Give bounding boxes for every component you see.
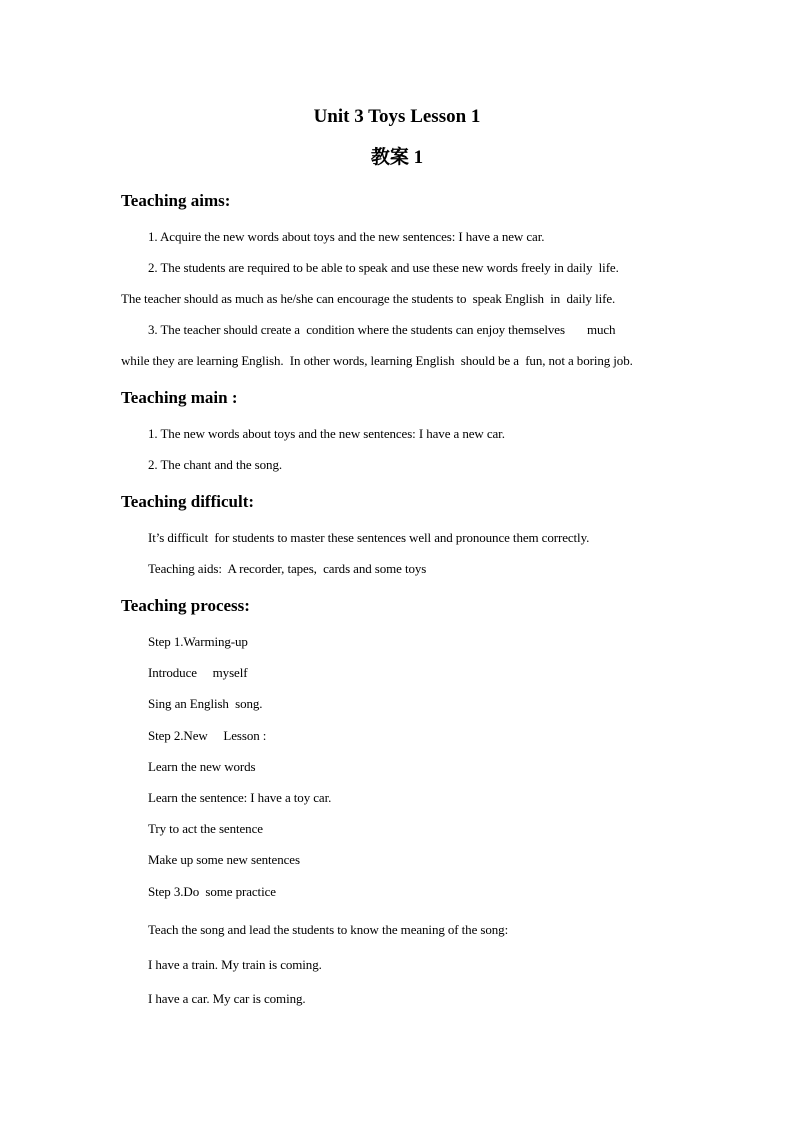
aims-item-1: 1. Acquire the new words about toys and the new sentences: I have a new car. bbox=[148, 229, 545, 244]
process-line: Step 2.New Lesson : bbox=[148, 728, 267, 743]
aims-item-2-line-2: The teacher should as much as he/she can encourage the students to speak English in daily life. bbox=[121, 291, 616, 306]
section-heading-teaching-aims: Teaching aims: bbox=[121, 191, 231, 210]
process-line: Step 1.Warming-up bbox=[148, 634, 248, 649]
process-line: Learn the sentence: I have a toy car. bbox=[148, 790, 332, 805]
process-line: Try to act the sentence bbox=[148, 821, 263, 836]
section-heading-teaching-main: Teaching main : bbox=[121, 388, 238, 407]
process-line: Make up some new sentences bbox=[148, 852, 300, 867]
main-item-2: 2. The chant and the song. bbox=[148, 457, 282, 472]
teaching-aids-line: Teaching aids: A recorder, tapes, cards and some toys bbox=[148, 561, 427, 576]
process-line: Learn the new words bbox=[148, 759, 256, 774]
process-line: Sing an English song. bbox=[148, 696, 263, 711]
aims-item-3-line-1: 3. The teacher should create a condition where the students can enjoy themselves much bbox=[148, 322, 616, 337]
aims-item-2-line-1: 2. The students are required to be able to speak and use these new words freely in daily life. bbox=[148, 260, 619, 275]
process-line: I have a car. My car is coming. bbox=[148, 991, 306, 1006]
page-subtitle: 教案 1 bbox=[370, 147, 424, 168]
process-line: Teach the song and lead the students to know the meaning of the song: bbox=[148, 922, 509, 937]
page-title: Unit 3 Toys Lesson 1 bbox=[313, 106, 481, 127]
difficult-line-1: It’s difficult for students to master these sentences well and pronounce them correctly. bbox=[148, 530, 590, 545]
process-line: Step 3.Do some practice bbox=[148, 884, 276, 899]
process-line: Introduce myself bbox=[148, 665, 248, 680]
section-heading-teaching-process: Teaching process: bbox=[121, 596, 250, 615]
main-item-1: 1. The new words about toys and the new sentences: I have a new car. bbox=[148, 426, 505, 441]
process-line: I have a train. My train is coming. bbox=[148, 957, 322, 972]
section-heading-teaching-difficult: Teaching difficult: bbox=[121, 492, 255, 511]
aims-item-3-line-2: while they are learning English. In other words, learning English should be a fun, not a boring job. bbox=[121, 353, 633, 368]
